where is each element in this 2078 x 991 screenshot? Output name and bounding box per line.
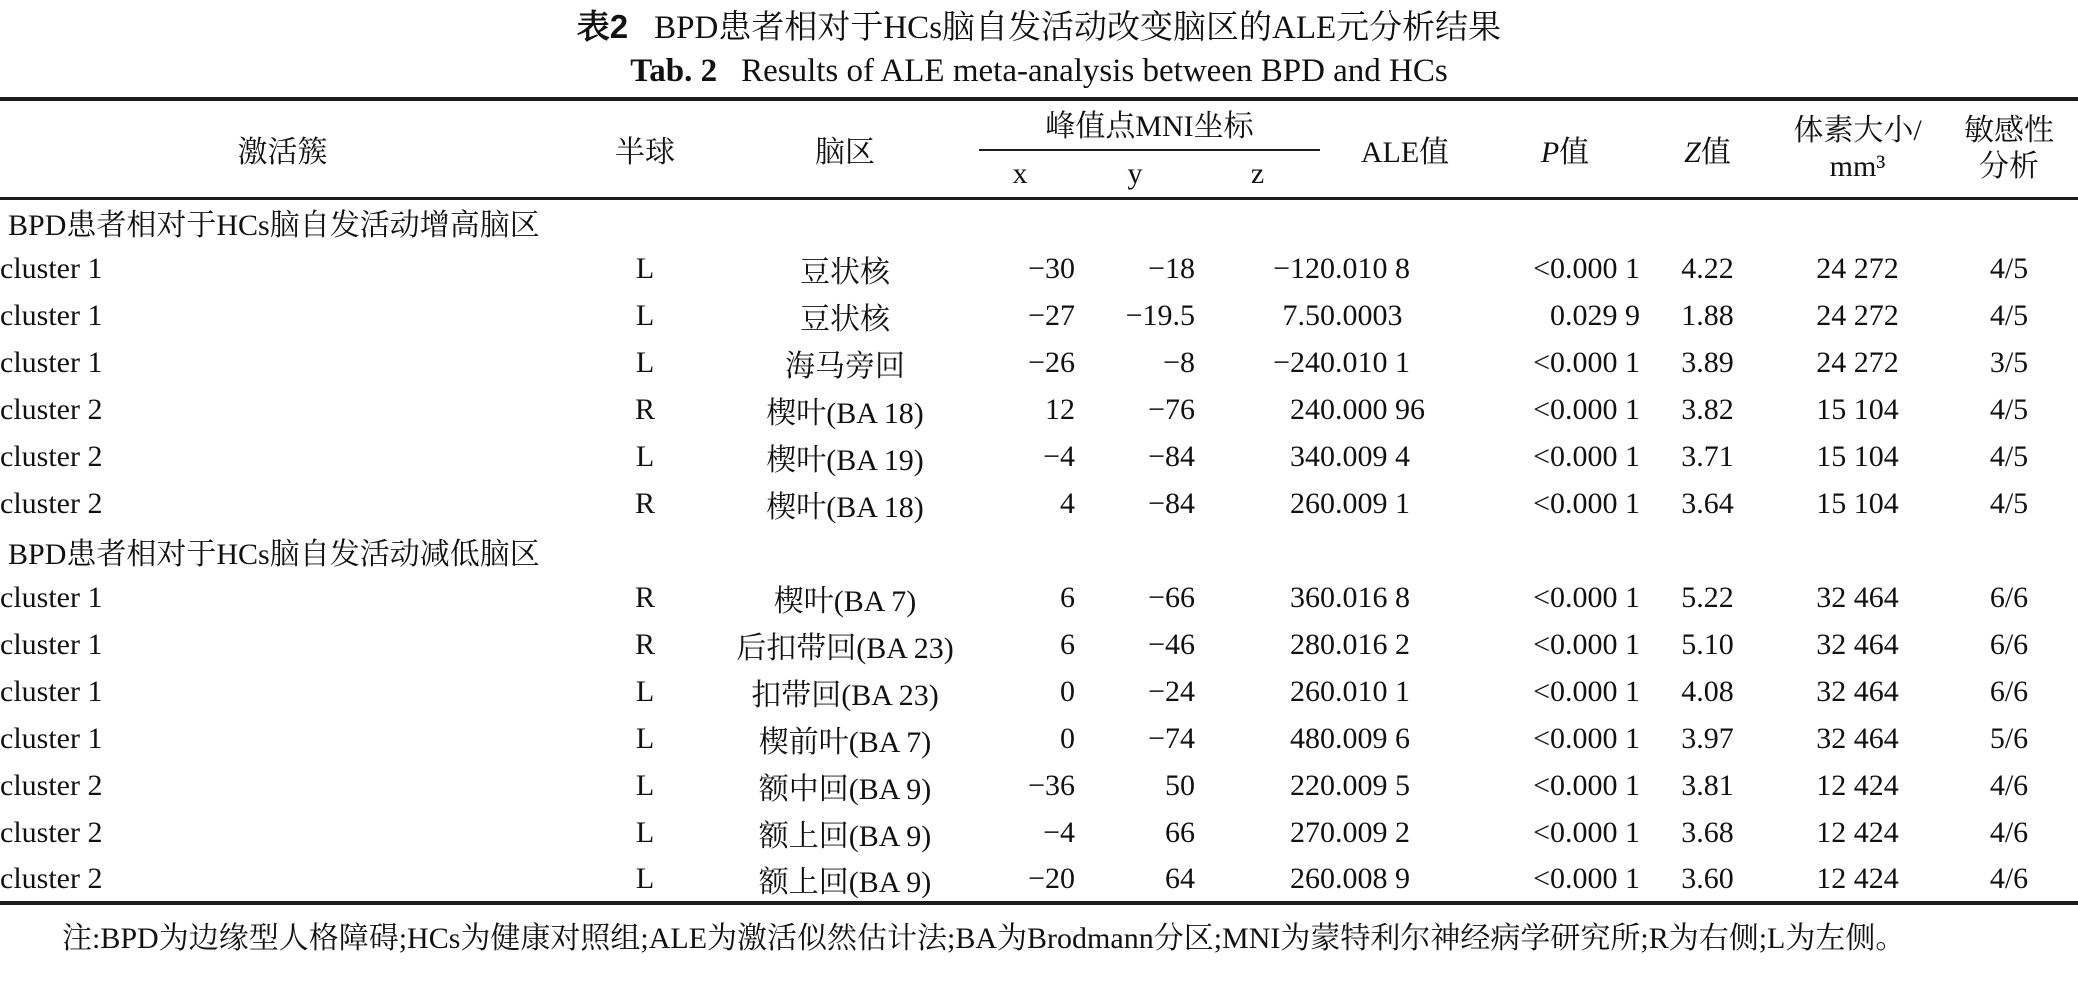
table-row — [0, 856, 2078, 903]
cell-z-score: 4.08 — [1681, 674, 1734, 708]
cell-z: 48 — [1290, 721, 1321, 755]
table-row — [0, 480, 2078, 527]
cell-cluster: cluster 2 — [0, 392, 103, 426]
cell-voxel-size: 24 272 — [1816, 251, 1899, 285]
cell-sensitivity: 4/6 — [1989, 815, 2029, 849]
table-row — [0, 574, 2078, 621]
cell-y: 66 — [1165, 815, 1195, 849]
cell-z-score: 3.81 — [1681, 768, 1734, 802]
cell-cluster: cluster 2 — [0, 439, 103, 473]
cell-voxel-size: 32 464 — [1816, 674, 1899, 708]
table-row — [0, 621, 2078, 668]
cell-cluster: cluster 2 — [0, 861, 103, 895]
section-header: BPD患者相对于HCs脑自发活动减低脑区 — [8, 537, 540, 571]
table-title-en — [0, 49, 2078, 93]
cell-z-score: 5.22 — [1681, 580, 1734, 614]
table-row — [0, 433, 2078, 480]
cell-hemisphere: L — [635, 439, 655, 473]
cell-cluster: cluster 1 — [0, 298, 103, 332]
cell-z-score: 3.60 — [1681, 861, 1734, 895]
table-row — [0, 339, 2078, 386]
cell-z: −24 — [1273, 345, 1321, 379]
cell-sensitivity: 4/6 — [1989, 861, 2029, 895]
cell-cluster: cluster 1 — [0, 674, 103, 708]
cell-voxel-size: 24 272 — [1816, 345, 1899, 379]
col-header-z-value — [1640, 99, 1775, 198]
cell-z: 7.5 — [1282, 298, 1321, 332]
cell-hemisphere: L — [635, 768, 655, 802]
cell-x: 0 — [1060, 674, 1075, 708]
cell-sensitivity: 4/5 — [1989, 486, 2029, 520]
cell-ale-value: 0.010 1 — [1320, 345, 1411, 379]
cell-sensitivity: 4/5 — [1989, 298, 2029, 332]
cell-z: 28 — [1290, 627, 1321, 661]
cell-sensitivity: 6/6 — [1989, 674, 2029, 708]
table-row — [0, 386, 2078, 433]
cell-sensitivity: 3/5 — [1989, 345, 2029, 379]
cell-x: −27 — [1028, 298, 1075, 332]
table-number-en: Tab. 2 — [630, 53, 718, 89]
cell-ale-value: 0.016 8 — [1320, 580, 1411, 614]
table-row — [0, 762, 2078, 809]
cell-cluster: cluster 1 — [0, 251, 103, 285]
table-row — [0, 668, 2078, 715]
cell-y: −84 — [1148, 486, 1195, 520]
cell-hemisphere: L — [635, 298, 655, 332]
cell-hemisphere: R — [634, 392, 655, 426]
cell-ale-value: 0.016 2 — [1320, 627, 1411, 661]
cell-hemisphere: L — [635, 251, 655, 285]
cell-x: −4 — [1043, 439, 1075, 473]
cell-voxel-size: 15 104 — [1816, 486, 1899, 520]
z-suffix: 值 — [1700, 135, 1731, 169]
cell-z-score: 1.88 — [1681, 298, 1734, 332]
cell-hemisphere: R — [634, 486, 655, 520]
table-title-en-text: Results of ALE meta-analysis between BPD and HCs — [741, 53, 1448, 89]
cell-z: 26 — [1290, 486, 1321, 520]
cell-x: 0 — [1060, 721, 1075, 755]
col-header-p-value — [1490, 99, 1640, 198]
table-row — [0, 715, 2078, 762]
cell-voxel-size: 12 424 — [1816, 815, 1899, 849]
cell-y: −19.5 — [1125, 298, 1195, 332]
cell-region: 楔叶(BA 18) — [766, 396, 924, 430]
cell-y: −24 — [1148, 674, 1195, 708]
cell-voxel-size: 12 424 — [1816, 768, 1899, 802]
cell-ale-value: 0.009 6 — [1320, 721, 1411, 755]
z-symbol: Z — [1684, 135, 1701, 169]
cell-region: 后扣带回(BA 23) — [736, 631, 954, 665]
cell-y: −46 — [1148, 627, 1195, 661]
table-title-zh-text: BPD患者相对于HCs脑自发活动改变脑区的ALE元分析结果 — [654, 10, 1502, 46]
cell-voxel-size: 24 272 — [1816, 298, 1899, 332]
cell-sensitivity: 4/5 — [1989, 392, 2029, 426]
cell-hemisphere: L — [635, 815, 655, 849]
cell-cluster: cluster 1 — [0, 627, 103, 661]
cell-sensitivity: 4/5 — [1989, 439, 2029, 473]
cell-z-score: 3.97 — [1681, 721, 1734, 755]
table-footnote: 注:BPD为边缘型人格障碍;HCs为健康对照组;ALE为激活似然估计法;BA为Brodmann分区;MNI为蒙特利尔神经病学研究所;R为右侧;L为左侧。 — [62, 922, 1906, 955]
cell-z: 26 — [1290, 861, 1321, 895]
cell-x: 6 — [1060, 580, 1075, 614]
cell-hemisphere: L — [635, 861, 655, 895]
col-header-sensitivity — [1940, 99, 2078, 198]
cell-x: 6 — [1060, 627, 1075, 661]
cell-y: −76 — [1148, 392, 1195, 426]
col-header-voxel-size — [1775, 99, 1940, 198]
cell-z: −12 — [1273, 251, 1321, 285]
cell-z: 36 — [1290, 580, 1321, 614]
mni-group-label: 峰值点MNI坐标 — [979, 101, 1320, 151]
cell-z-score: 3.82 — [1681, 392, 1734, 426]
cell-x: 4 — [1060, 486, 1075, 520]
cell-ale-value: 0.008 9 — [1320, 861, 1411, 895]
cell-p-value: <0.000 1 — [1533, 486, 1641, 520]
cell-sensitivity: 4/6 — [1989, 768, 2029, 802]
cell-x: −4 — [1043, 815, 1075, 849]
cell-ale-value: 0.009 1 — [1320, 486, 1411, 520]
cell-voxel-size: 15 104 — [1816, 392, 1899, 426]
cell-p-value: <0.000 1 — [1533, 627, 1641, 661]
cell-z-score: 3.64 — [1681, 486, 1734, 520]
cell-region: 楔叶(BA 19) — [766, 443, 924, 477]
table-row — [0, 292, 2078, 339]
cell-x: −30 — [1028, 251, 1075, 285]
cell-z-score: 3.71 — [1681, 439, 1734, 473]
cell-p-value: <0.000 1 — [1533, 439, 1641, 473]
cell-region: 扣带回(BA 23) — [751, 678, 939, 712]
cell-ale-value: 0.010 8 — [1320, 251, 1411, 285]
cell-region: 豆状核 — [800, 255, 890, 289]
cell-ale-value: 0.009 4 — [1320, 439, 1411, 473]
cell-x: 12 — [1045, 392, 1075, 426]
table-body — [0, 198, 2078, 903]
cell-y: −8 — [1163, 345, 1195, 379]
cell-hemisphere: R — [634, 627, 655, 661]
cell-voxel-size: 32 464 — [1816, 721, 1899, 755]
table-row — [0, 809, 2078, 856]
cell-z-score: 3.68 — [1681, 815, 1734, 849]
cell-sensitivity: 6/6 — [1989, 627, 2029, 661]
cell-ale-value: 0.010 1 — [1320, 674, 1411, 708]
cell-z-score: 3.89 — [1681, 345, 1734, 379]
cell-sensitivity: 5/6 — [1989, 721, 2029, 755]
ale-meta-analysis-table — [0, 97, 2078, 905]
table-number-zh: 表2 — [576, 8, 629, 45]
cell-p-value: 0.029 9 — [1550, 298, 1641, 332]
col-header-cluster: 激活簇 — [237, 135, 328, 169]
p-symbol: P — [1540, 135, 1560, 169]
section-header-row — [0, 198, 2078, 245]
cell-y: 64 — [1165, 861, 1195, 895]
cell-hemisphere: L — [635, 674, 655, 708]
cell-region: 楔叶(BA 18) — [766, 490, 924, 524]
cell-p-value: <0.000 1 — [1533, 580, 1641, 614]
p-suffix: 值 — [1559, 135, 1590, 169]
cell-voxel-size: 32 464 — [1816, 580, 1899, 614]
cell-p-value: <0.000 1 — [1533, 861, 1641, 895]
cell-region: 海马旁回 — [785, 349, 905, 383]
cell-ale-value: 0.009 5 — [1320, 768, 1411, 802]
cell-x: −26 — [1028, 345, 1075, 379]
cell-cluster: cluster 2 — [0, 486, 103, 520]
cell-ale-value: 0.0003 — [1320, 298, 1403, 332]
cell-z: 34 — [1290, 439, 1321, 473]
col-header-y: y — [1127, 156, 1143, 190]
cell-cluster: cluster 2 — [0, 815, 103, 849]
cell-cluster: cluster 1 — [0, 580, 103, 614]
cell-sensitivity: 6/6 — [1989, 580, 2029, 614]
table-header — [0, 99, 2078, 198]
col-header-ale-value: ALE值 — [1360, 135, 1450, 169]
cell-z: 24 — [1290, 392, 1321, 426]
cell-region: 额上回(BA 9) — [758, 819, 932, 853]
col-header-hemisphere: 半球 — [615, 135, 675, 169]
sensitivity-label-line1: 敏感性 — [1964, 113, 2055, 147]
cell-ale-value: 0.009 2 — [1320, 815, 1411, 849]
cell-cluster: cluster 1 — [0, 721, 103, 755]
cell-z-score: 4.22 — [1681, 251, 1734, 285]
table-row — [0, 245, 2078, 292]
cell-region: 额中回(BA 9) — [758, 772, 932, 806]
cell-cluster: cluster 2 — [0, 768, 103, 802]
cell-voxel-size: 32 464 — [1816, 627, 1899, 661]
cell-z: 26 — [1290, 674, 1321, 708]
cell-y: −84 — [1148, 439, 1195, 473]
cell-y: −66 — [1148, 580, 1195, 614]
col-header-mni-coordinates — [965, 99, 1320, 151]
section-header: BPD患者相对于HCs脑自发活动增高脑区 — [8, 209, 540, 243]
sensitivity-label-line2: 分析 — [1979, 149, 2040, 183]
cell-y: −74 — [1148, 721, 1195, 755]
cell-p-value: <0.000 1 — [1533, 251, 1641, 285]
cell-y: −18 — [1148, 251, 1195, 285]
cell-p-value: <0.000 1 — [1533, 815, 1641, 849]
voxel-size-label-line1: 体素大小/ — [1793, 113, 1922, 147]
table-title-zh — [0, 0, 2078, 49]
cell-y: 50 — [1165, 768, 1195, 802]
col-header-region: 脑区 — [815, 135, 875, 169]
cell-region: 豆状核 — [800, 302, 890, 336]
cell-voxel-size: 15 104 — [1816, 439, 1899, 473]
cell-cluster: cluster 1 — [0, 345, 103, 379]
cell-x: −20 — [1028, 861, 1075, 895]
cell-x: −36 — [1028, 768, 1075, 802]
cell-region: 楔叶(BA 7) — [773, 584, 917, 618]
cell-p-value: <0.000 1 — [1533, 345, 1641, 379]
cell-p-value: <0.000 1 — [1533, 721, 1641, 755]
cell-region: 楔前叶(BA 7) — [758, 725, 932, 759]
cell-sensitivity: 4/5 — [1989, 251, 2029, 285]
section-header-row — [0, 527, 2078, 574]
cell-z: 27 — [1290, 815, 1321, 849]
cell-ale-value: 0.000 96 — [1320, 392, 1426, 426]
col-header-x: x — [1012, 156, 1028, 190]
cell-z-score: 5.10 — [1681, 627, 1734, 661]
cell-region: 额上回(BA 9) — [758, 865, 932, 899]
cell-p-value: <0.000 1 — [1533, 768, 1641, 802]
cell-p-value: <0.000 1 — [1533, 674, 1641, 708]
cell-hemisphere: R — [634, 580, 655, 614]
cell-p-value: <0.000 1 — [1533, 392, 1641, 426]
cell-hemisphere: L — [635, 345, 655, 379]
voxel-size-label-line2: mm³ — [1829, 149, 1886, 183]
cell-voxel-size: 12 424 — [1816, 861, 1899, 895]
cell-hemisphere: L — [635, 721, 655, 755]
cell-z: 22 — [1290, 768, 1321, 802]
col-header-z-coord: z — [1250, 156, 1265, 190]
